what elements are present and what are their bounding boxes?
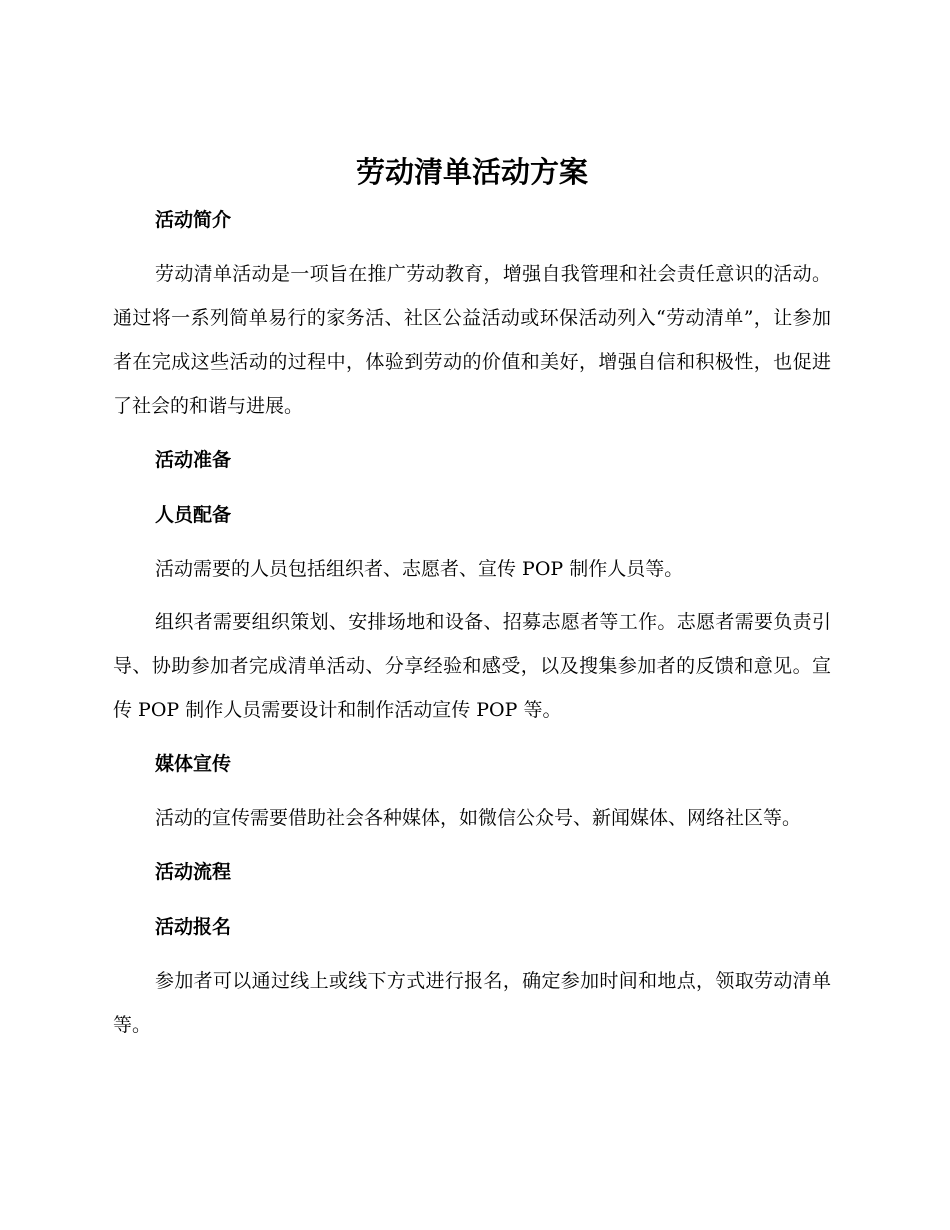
staffing-paragraph-2: 组织者需要组织策划、安排场地和设备、招募志愿者等工作。志愿者需要负责引导、协助参加者完成清单活动、分享经验和感受，以及搜集参加者的反馈和意见。宣传 POP 制作人员需要设计和制作活动宣传 POP 等。	[113, 611, 831, 721]
section-heading-process: 活动流程	[155, 861, 232, 883]
section-heading-intro: 活动简介	[155, 209, 232, 231]
registration-paragraph: 参加者可以通过线上或线下方式进行报名，确定参加时间和地点，领取劳动清单等。	[113, 970, 831, 1036]
subsection-heading-media: 媒体宣传	[155, 753, 232, 775]
document-title: 劳动清单活动方案	[355, 155, 588, 189]
document-body	[113, 150, 831, 1056]
subsection-heading-staffing: 人员配备	[155, 504, 232, 526]
intro-paragraph: 劳动清单活动是一项旨在推广劳动教育，增强自我管理和社会责任意识的活动。通过将一系列简单易行的家务活、社区公益活动或环保活动列入“劳动清单”，让参加者在完成这些活动的过程中，体验到劳动的价值和美好，增强自信和积极性，也促进了社会的和谐与进展。	[113, 263, 831, 417]
media-paragraph: 活动的宣传需要借助社会各种媒体，如微信公众号、新闻媒体、网络社区等。	[155, 807, 802, 829]
staffing-paragraph-1: 活动需要的人员包括组织者、志愿者、宣传 POP 制作人员等。	[155, 558, 684, 580]
section-heading-preparation: 活动准备	[155, 449, 232, 471]
subsection-heading-registration: 活动报名	[155, 916, 232, 938]
